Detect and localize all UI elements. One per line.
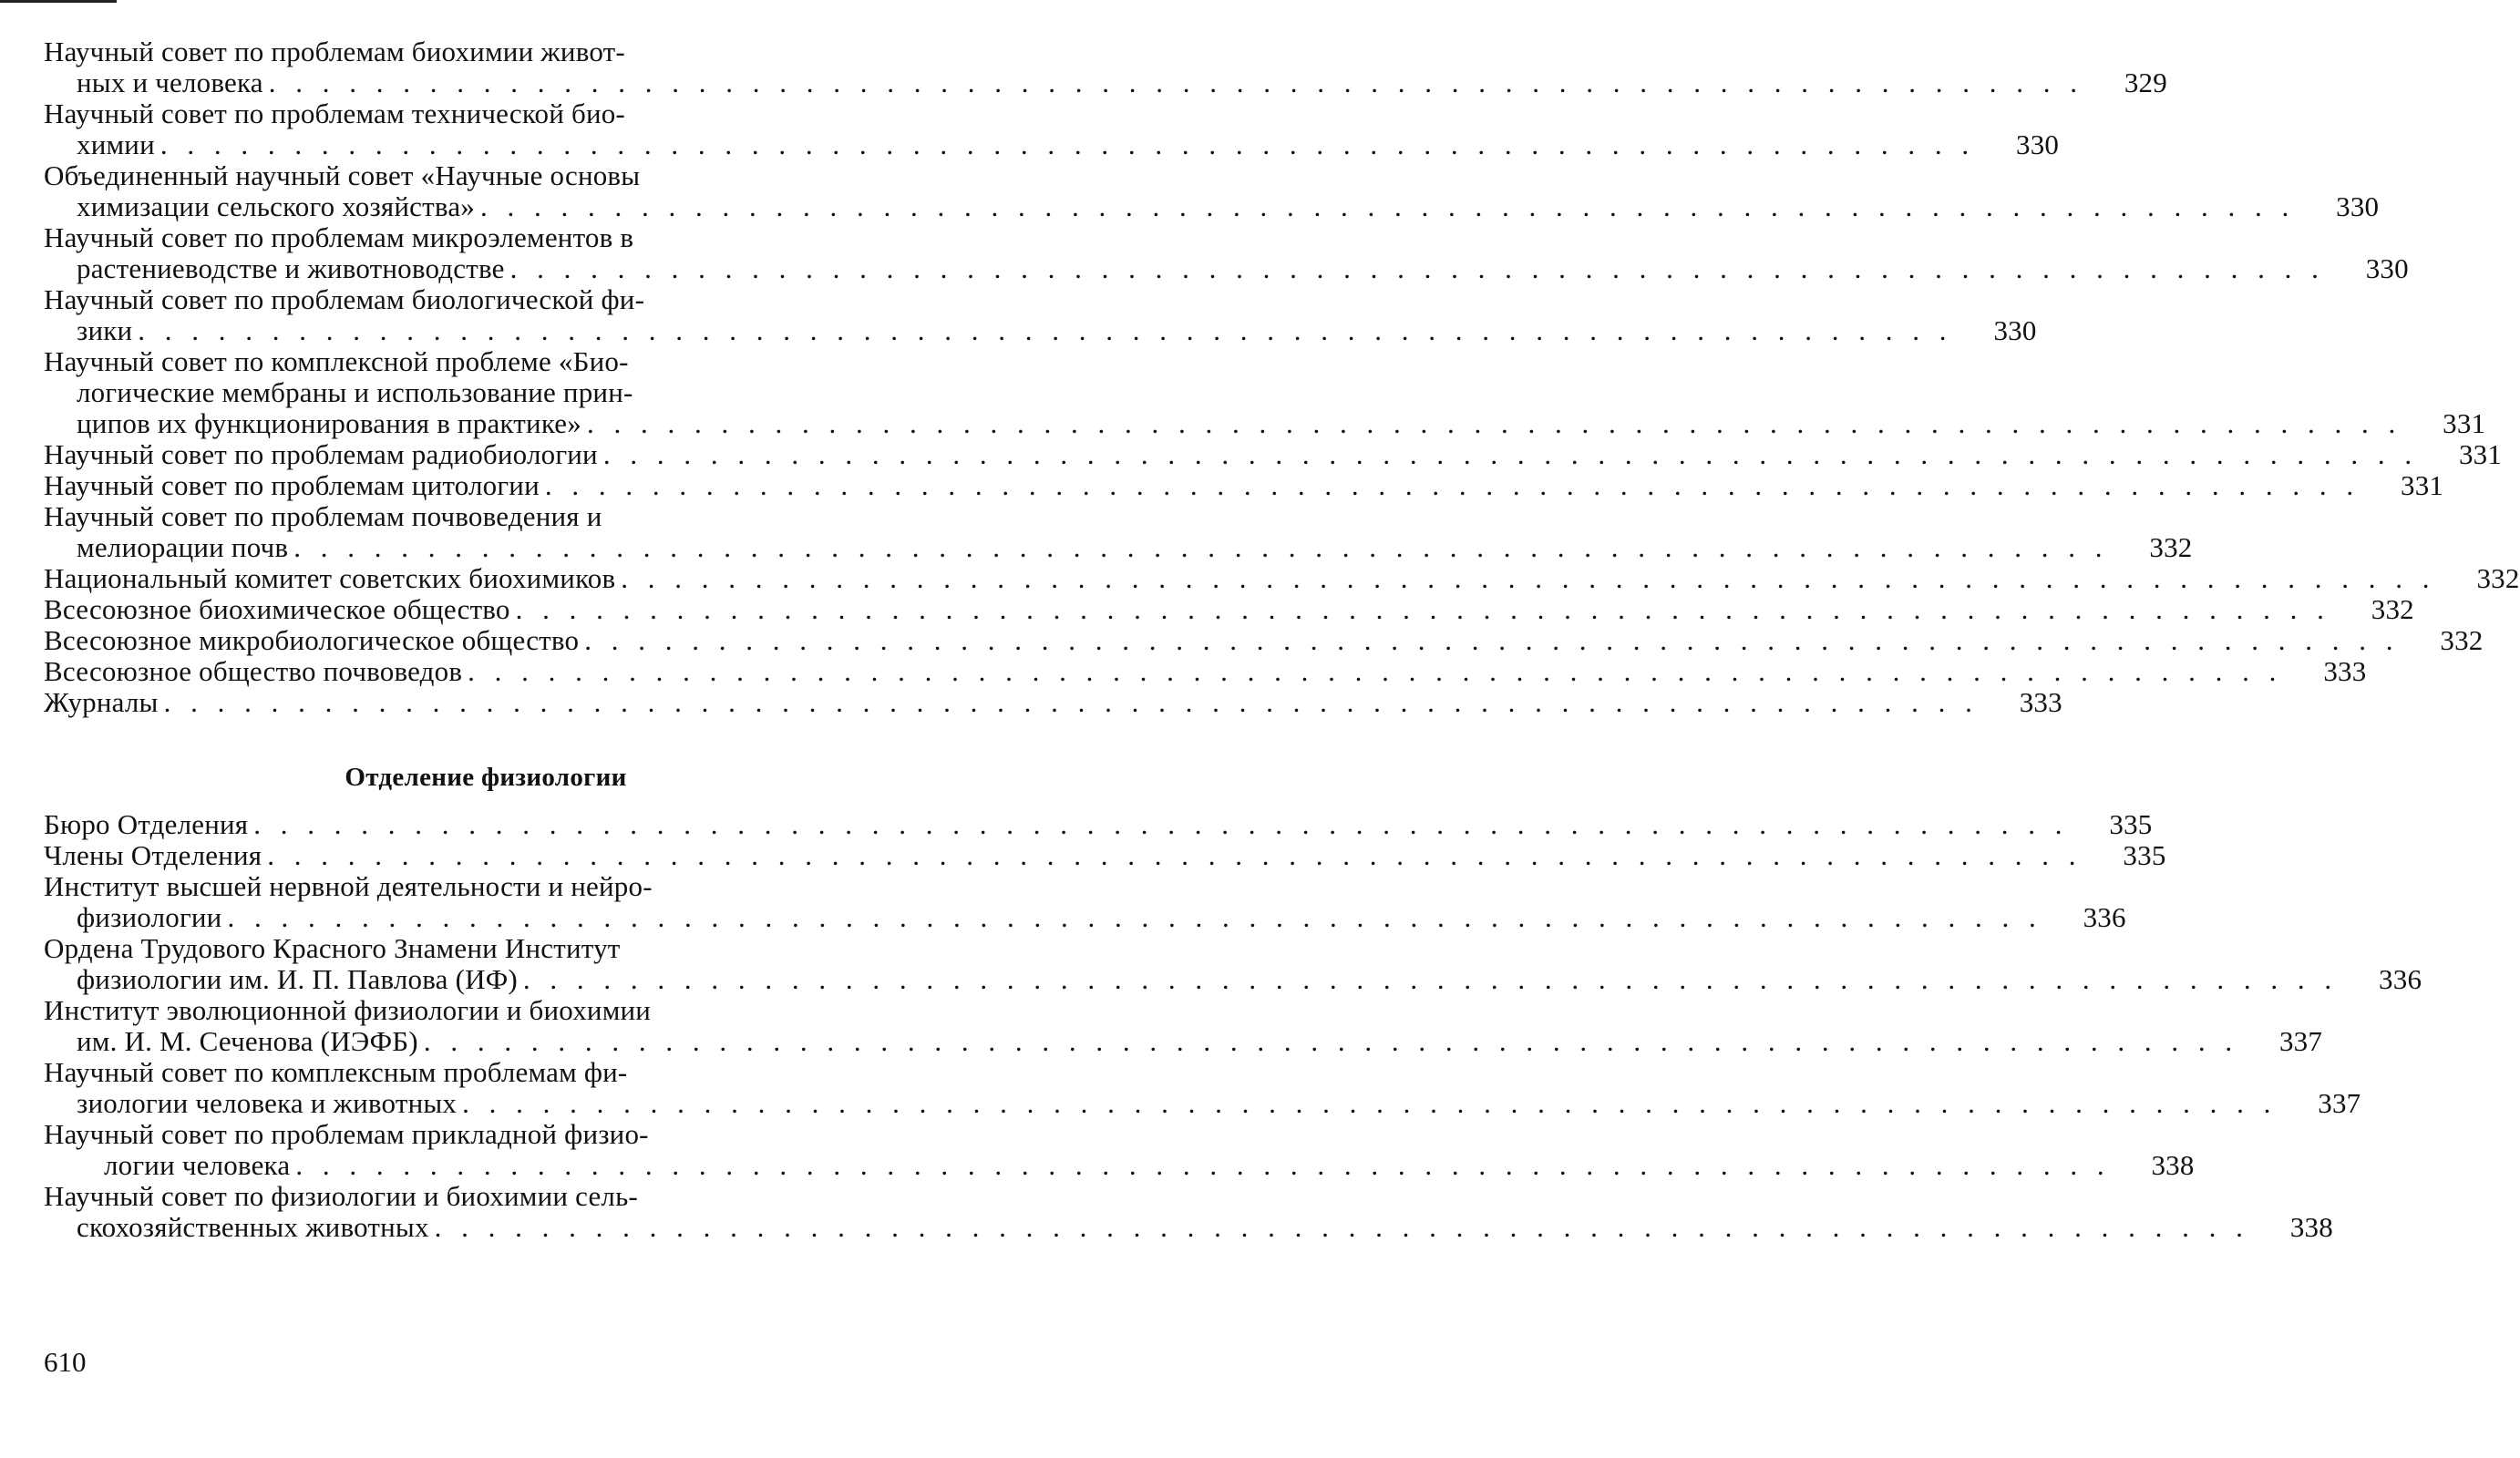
dot-leader: . . . . . . . . . . . . . . . . . . . . . . . . . . . . . . . . . . . . . . . . . . . . . . . . . . . . . . . . . . . . . . . . . . . . [602,438,2419,470]
toc-entry-title: Научный совет по комплексной проблеме «Био- [44,345,629,377]
toc-entry [44,1056,2361,1119]
dot-leader: . . . . . . . . . . . . . . . . . . . . . . . . . . . . . . . . . . . . . . . . . . . . . . . . . . . . . . . . . . . . . . . . . . . . [227,901,2042,933]
toc-entry [44,159,2380,222]
toc-page-number: 331 [2401,469,2444,501]
toc-entry-title: Научный совет по проблемам радиобиологии [44,438,598,470]
toc-page-number: 333 [2019,686,2062,718]
toc-entry-title: растениеводстве и животноводстве [77,252,505,284]
toc-page-number: 335 [2123,839,2166,871]
toc-entry-title: Институт эволюционной физиологии и биохимии [44,994,652,1026]
toc-entry-title: им. И. М. Сеченова (ИЭФБ) [77,1025,418,1057]
toc-page-number: 336 [2083,901,2126,933]
toc-page-number: 333 [2323,655,2367,687]
toc-page-number: 335 [2109,808,2153,840]
toc-entry [44,469,2444,501]
toc-page-number: 332 [2149,531,2193,563]
toc-entry-title: Научный совет по проблемам почвоведения и [44,500,602,532]
dot-leader: . . . . . . . . . . . . . . . . . . . . . . . . . . . . . . . . . . . . . . . . . . . . . . . . . . . . . . . . . . . . . . . . . . . . [159,128,1976,160]
top-rule [0,0,117,3]
dot-leader: . . . . . . . . . . . . . . . . . . . . . . . . . . . . . . . . . . . . . . . . . . . . . . . . . . . . . . . . . . . . . . . . . . . . [268,67,2083,98]
toc-page-number: 331 [2443,407,2486,439]
dot-leader: . . . . . . . . . . . . . . . . . . . . . . . . . . . . . . . . . . . . . . . . . . . . . . . . . . . . . . . . . . . . . . . . . . . . [584,624,2400,656]
dot-leader: . . . . . . . . . . . . . . . . . . . . . . . . . . . . . . . . . . . . . . . . . . . . . . . . . . . . . . . . . . . . . . . . . . . . [586,407,2402,439]
toc-page-number: 337 [2318,1087,2361,1119]
toc-entry-title: Национальный комитет советских биохимиков [44,562,616,594]
toc-entry [44,994,2323,1057]
toc-page-number: 330 [2365,252,2409,284]
toc-entry [44,932,2422,995]
toc-entry-title: логии человека [104,1149,291,1181]
toc-entry-title: Всесоюзное общество почвоведов [44,655,463,687]
toc-page-number: 332 [2371,593,2414,625]
toc-page-number: 330 [2016,128,2060,160]
toc-entry [44,686,2062,718]
dot-leader: . . . . . . . . . . . . . . . . . . . . . . . . . . . . . . . . . . . . . . . . . . . . . . . . . . . . . . . . . . . . . . . . . . . . [163,686,1979,718]
toc-entry-title: Научный совет по проблемам технической био- [44,98,625,129]
toc-entry-title: мелиорации почв [77,531,289,563]
toc-entry-title: Ордена Трудового Красного Знамени Институт [44,932,621,964]
toc-entry-title: Журналы [44,686,159,718]
toc-entry-title: Научный совет по проблемам биохимии живот- [44,36,625,67]
toc-entry [44,562,2520,594]
toc-entry-title: физиологии им. И. П. Павлова (ИФ) [77,963,518,995]
toc-page-number: 332 [2476,562,2520,594]
dot-leader: . . . . . . . . . . . . . . . . . . . . . . . . . . . . . . . . . . . . . . . . . . . . . . . . . . . . . . . . . . . . . . . . . . . . [522,963,2339,995]
toc-entry [44,1118,2195,1181]
dot-leader: . . . . . . . . . . . . . . . . . . . . . . . . . . . . . . . . . . . . . . . . . . . . . . . . . . . . . . . . . . . . . . . . . . . . [479,190,2296,222]
toc-entry-title: ных и человека [77,67,263,98]
page-folio: 610 [44,1346,87,1378]
dot-leader: . . . . . . . . . . . . . . . . . . . . . . . . . . . . . . . . . . . . . . . . . . . . . . . . . . . . . . . . . . . . . . . . . . . . [138,314,1953,346]
dot-leader: . . . . . . . . . . . . . . . . . . . . . . . . . . . . . . . . . . . . . . . . . . . . . . . . . . . . . . . . . . . . . . . . . . . . [434,1211,2249,1243]
toc-entry [44,593,2414,625]
dot-leader: . . . . . . . . . . . . . . . . . . . . . . . . . . . . . . . . . . . . . . . . . . . . . . . . . . . . . . . . . . . . . . . . . . . . [293,531,2109,563]
toc-entry-title: химизации сельского хозяйства» [77,190,475,222]
toc-entry-title: Всесоюзное биохимическое общество [44,593,510,625]
toc-entry [44,98,2060,160]
toc-list-section1 [44,36,2520,718]
dot-leader: . . . . . . . . . . . . . . . . . . . . . . . . . . . . . . . . . . . . . . . . . . . . . . . . . . . . . . . . . . . . . . . . . . . . [423,1025,2239,1057]
toc-entry [44,624,2484,656]
dot-leader: . . . . . . . . . . . . . . . . . . . . . . . . . . . . . . . . . . . . . . . . . . . . . . . . . . . . . . . . . . . . . . . . . . . . [462,1087,2278,1119]
toc-entry-title: ципов их функционирования в практике» [77,407,581,439]
dot-leader: . . . . . . . . . . . . . . . . . . . . . . . . . . . . . . . . . . . . . . . . . . . . . . . . . . . . . . . . . . . . . . . . . . . . [253,808,2069,840]
toc-entry [44,438,2503,470]
toc-entry-title: зики [77,314,133,346]
toc-page-number: 338 [2151,1149,2195,1181]
toc-entry-title: Институт высшей нервной деятельности и нейро- [44,870,653,902]
dot-leader: . . . . . . . . . . . . . . . . . . . . . . . . . . . . . . . . . . . . . . . . . . . . . . . . . . . . . . . . . . . . . . . . . . . . [267,839,2083,871]
toc-entry-title: химии [77,128,155,160]
toc-page-number: 338 [2289,1211,2333,1243]
toc-entry [44,36,2167,98]
toc-list-section2 [44,808,2422,1243]
toc-entry-title: Научный совет по комплексным проблемам фи- [44,1056,628,1088]
toc-entry-title: Члены Отделения [44,839,262,871]
toc-entry-title: Всесоюзное микробиологическое общество [44,624,580,656]
dot-leader: . . . . . . . . . . . . . . . . . . . . . . . . . . . . . . . . . . . . . . . . . . . . . . . . . . . . . . . . . . . . . . . . . . . . [544,469,2361,501]
dot-leader: . . . . . . . . . . . . . . . . . . . . . . . . . . . . . . . . . . . . . . . . . . . . . . . . . . . . . . . . . . . . . . . . . . . . [509,252,2325,284]
toc-page-number: 330 [2336,190,2380,222]
toc-entry [44,345,2486,439]
toc-page [44,36,2520,1243]
toc-entry [44,1180,2333,1243]
toc-entry-title: Бюро Отделения [44,808,249,840]
toc-entry-title: логические мембраны и использование прин- [77,376,633,408]
dot-leader: . . . . . . . . . . . . . . . . . . . . . . . . . . . . . . . . . . . . . . . . . . . . . . . . . . . . . . . . . . . . . . . . . . . . [295,1149,2111,1181]
toc-page-number: 329 [2124,67,2167,98]
toc-entry-title: физиологии [77,901,222,933]
toc-page-number: 336 [2379,963,2422,995]
toc-page-number: 330 [1993,314,2037,346]
toc-entry-title: скохозяйственных животных [77,1211,429,1243]
toc-page-number: 332 [2440,624,2484,656]
toc-entry-title: Научный совет по проблемам цитологии [44,469,540,501]
toc-page-number: 331 [2458,438,2503,470]
toc-entry-title: Научный совет по физиологии и биохимии сель- [44,1180,638,1212]
dot-leader: . . . . . . . . . . . . . . . . . . . . . . . . . . . . . . . . . . . . . . . . . . . . . . . . . . . . . . . . . . . . . . . . . . . . [621,562,2436,594]
toc-entry [44,655,2367,687]
toc-entry-title: Объединенный научный совет «Научные основы [44,159,641,191]
toc-entry [44,500,2193,563]
section-heading: Отделение физиологии [345,763,627,792]
dot-leader: . . . . . . . . . . . . . . . . . . . . . . . . . . . . . . . . . . . . . . . . . . . . . . . . . . . . . . . . . . . . . . . . . . . . [515,593,2330,625]
dot-leader: . . . . . . . . . . . . . . . . . . . . . . . . . . . . . . . . . . . . . . . . . . . . . . . . . . . . . . . . . . . . . . . . . . . . [468,655,2283,687]
toc-entry [44,870,2126,933]
toc-entry [44,283,2037,346]
toc-entry-title: Научный совет по проблемам прикладной физио- [44,1118,649,1150]
toc-entry [44,839,2166,871]
toc-entry-title: зиологии человека и животных [77,1087,458,1119]
toc-entry-title: Научный совет по проблемам микроэлементов в [44,221,634,253]
toc-entry [44,221,2409,284]
toc-page-number: 337 [2278,1025,2323,1057]
toc-entry [44,808,2153,840]
toc-entry-title: Научный совет по проблемам биологической фи- [44,283,645,315]
